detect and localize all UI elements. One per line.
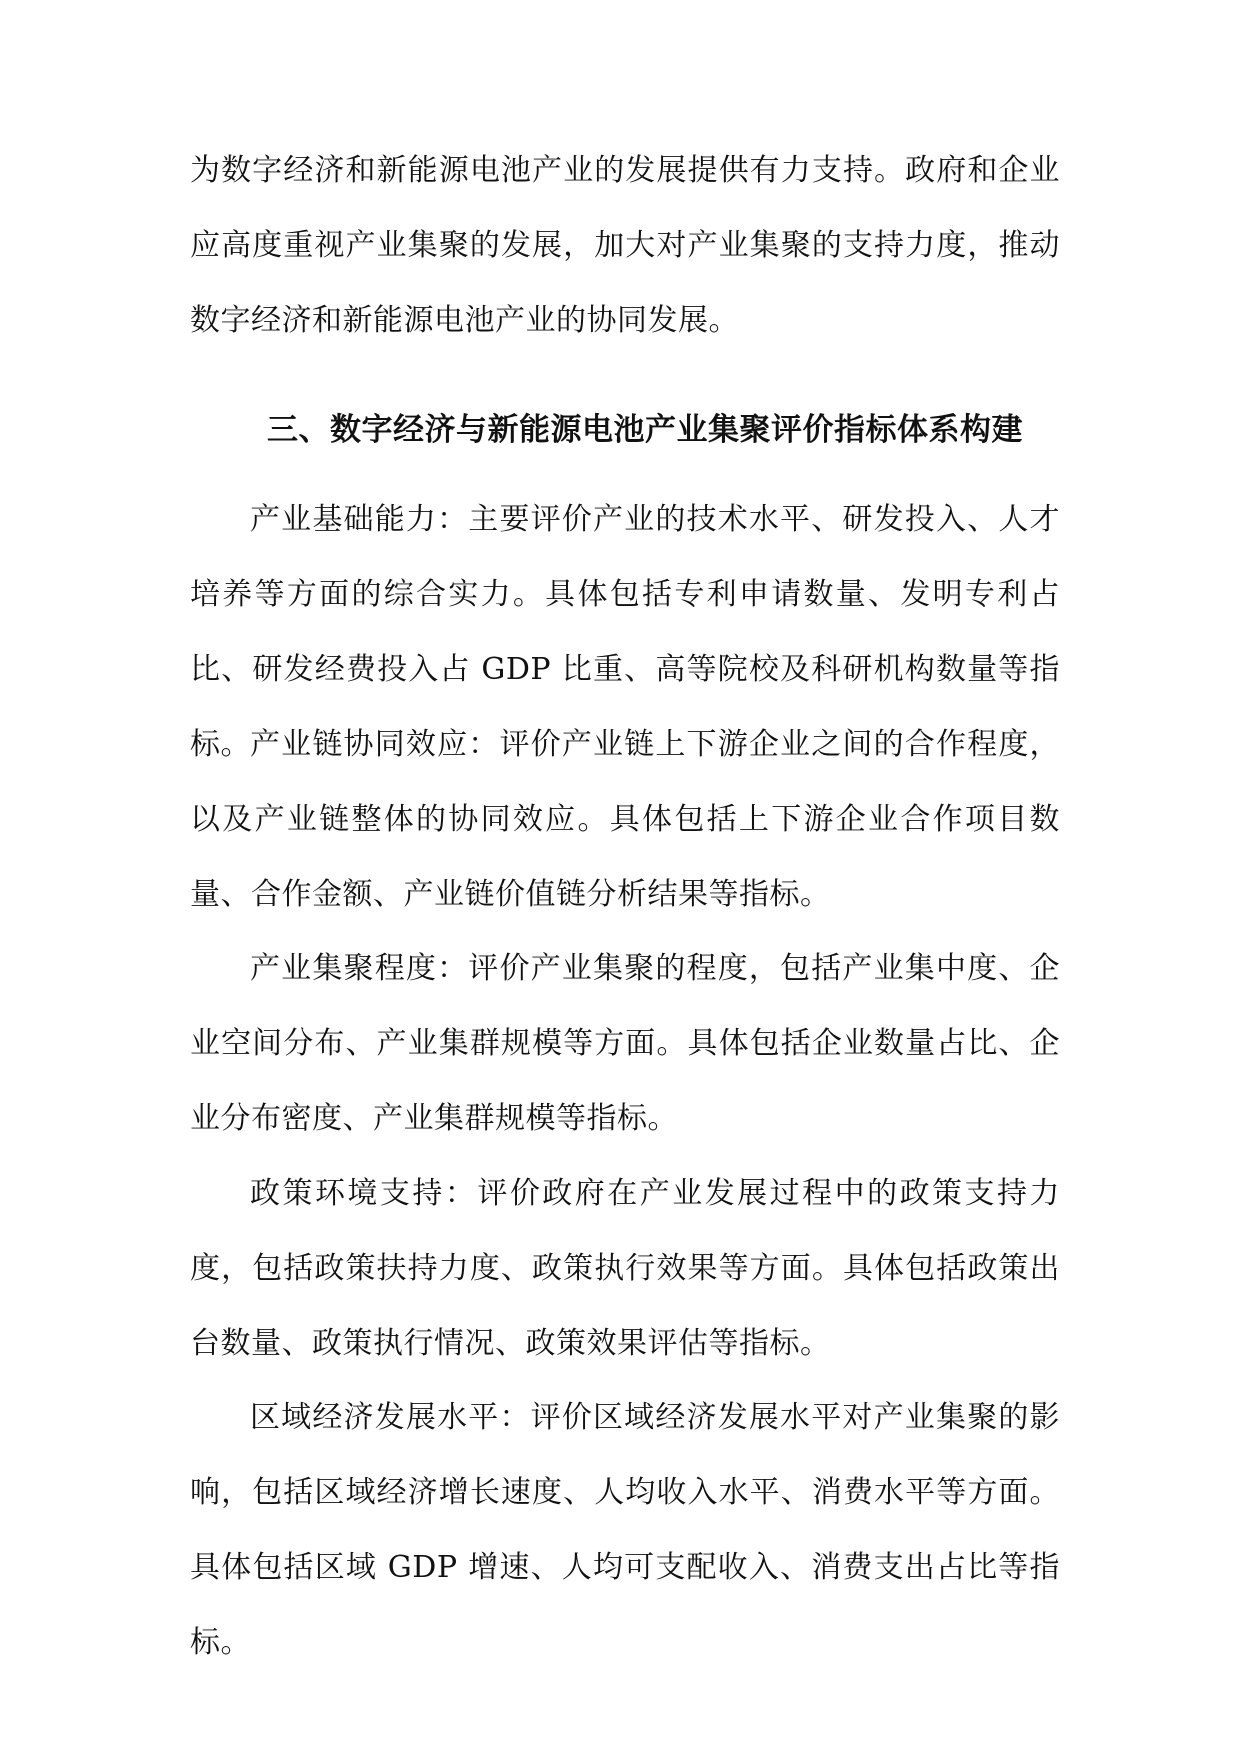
paragraph-agglomeration-degree bbox=[190, 931, 1060, 1156]
paragraph-text: 区域经济发展水平：评价区域经济发展水平对产业集聚的影响，包括区域经济增长速度、人均收入水平、消费水平等方面。具体包括区域 GDP 增速、人均可支配收入、消费支出占比等指标。 bbox=[190, 1400, 1060, 1660]
paragraph-chain-synergy bbox=[190, 707, 1060, 932]
intro-paragraph-text: 为数字经济和新能源电池产业的发展提供有力支持。政府和企业应高度重视产业集聚的发展，加大对产业集聚的支持力度，推动数字经济和新能源电池产业的协同发展。 bbox=[190, 153, 1060, 338]
paragraph-regional-economy bbox=[190, 1380, 1060, 1680]
section-heading: 三、数字经济与新能源电池产业集聚评价指标体系构建 bbox=[267, 412, 1023, 448]
paragraph-text: 政策环境支持：评价政府在产业发展过程中的政策支持力度，包括政策扶持力度、政策执行效果等方面。具体包括政策出台数量、政策执行情况、政策效果评估等指标。 bbox=[190, 1176, 1060, 1361]
paragraph-text: 产业链协同效应：评价产业链上下游企业之间的合作程度，以及产业链整体的协同效应。具体包括上下游企业合作项目数量、合作金额、产业链价值链分析结果等指标。 bbox=[190, 727, 1060, 912]
paragraph-text: 产业集聚程度：评价产业集聚的程度，包括产业集中度、企业空间分布、产业集群规模等方面。具体包括企业数量占比、企业分布密度、产业集群规模等指标。 bbox=[190, 951, 1060, 1136]
paragraph-policy-support bbox=[190, 1156, 1060, 1381]
paragraph-text: 产业基础能力：主要评价产业的技术水平、研发投入、人才培养等方面的综合实力。具体包括专利申请数量、发明专利占比、研发经费投入占 GDP 比重、高等院校及科研机构数量等指标。 bbox=[190, 502, 1060, 762]
intro-paragraph bbox=[190, 133, 1060, 358]
